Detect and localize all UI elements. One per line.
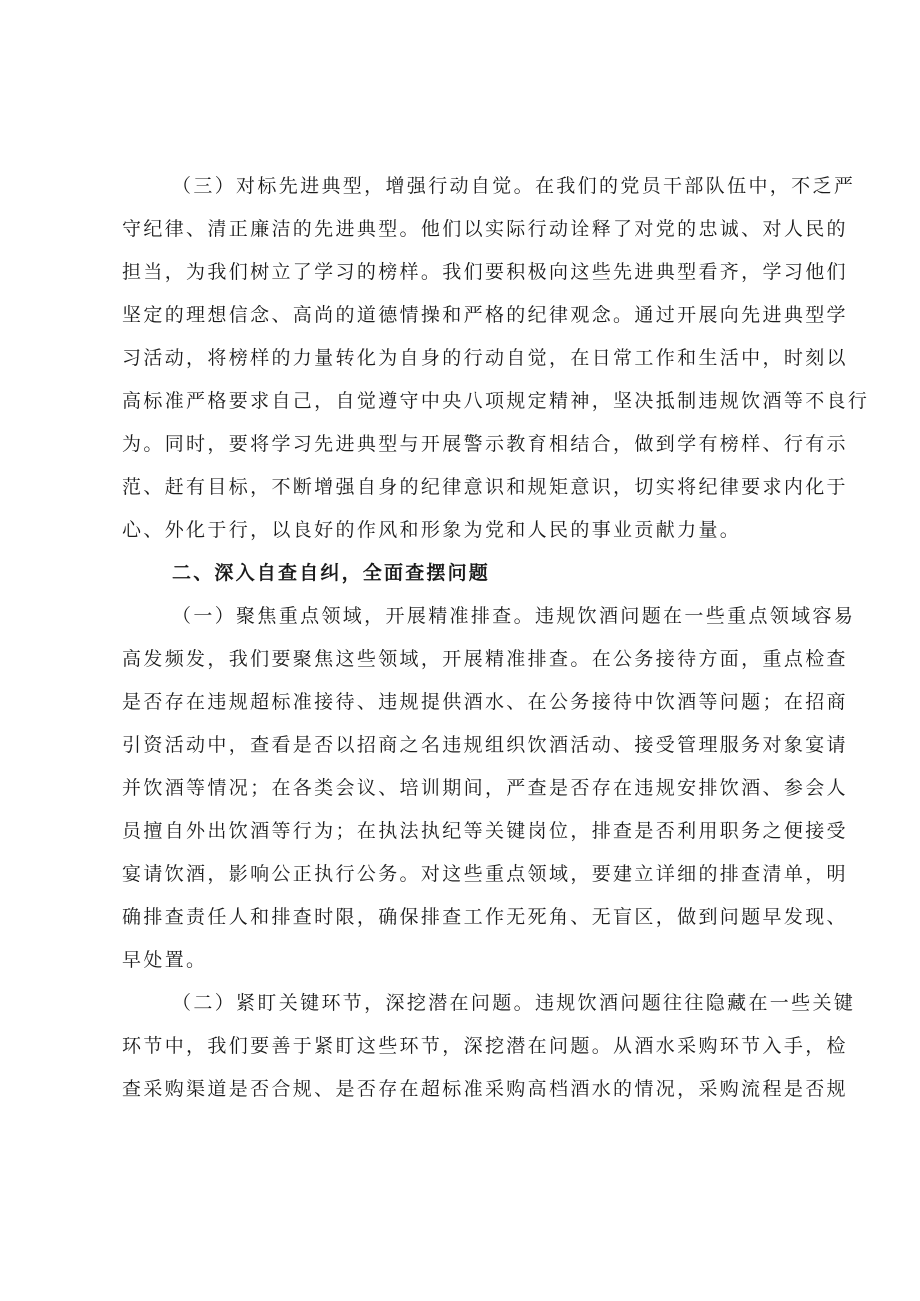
- text-line: （二）紧盯关键环节，深挖潜在问题。违规饮酒问题往往隐藏在一些关键: [172, 992, 856, 1014]
- text-line: 查采购渠道是否合规、是否存在超标准采购高档酒水的情况，采购流程是否规: [122, 1078, 848, 1100]
- paragraph-3-advanced-models: [122, 165, 870, 552]
- text-line: 引资活动中，查看是否以招商之名违规组织饮酒活动、接受管理服务对象宴请: [122, 734, 848, 756]
- text-line: 习活动，将榜样的力量转化为自身的行动自觉，在日常工作和生活中，时刻以: [122, 347, 848, 369]
- text-line: 高标准严格要求自己，自觉遵守中央八项规定精神，坚决抵制违规饮酒等不良行: [122, 390, 870, 412]
- text-line: 坚定的理想信念、高尚的道德情操和严格的纪律观念。通过开展向先进典型学: [122, 304, 848, 326]
- text-line: 范、赶有目标，不断增强自身的纪律意识和规矩意识，切实将纪律要求内化于: [122, 476, 848, 498]
- text-line: 并饮酒等情况；在各类会议、培训期间，严查是否存在违规安排饮酒、参会人: [122, 777, 848, 799]
- text-line: 心、外化于行，以良好的作风和形象为党和人民的事业贡献力量。: [122, 519, 742, 541]
- text-line: 确排查责任人和排查时限，确保排查工作无死角、无盲区，做到问题早发现、: [122, 906, 848, 928]
- text-line: 员擅自外出饮酒等行为；在执法执纪等关键岗位，排查是否利用职务之便接受: [122, 820, 848, 842]
- text-line: 为。同时，要将学习先进典型与开展警示教育相结合，做到学有榜样、行有示: [122, 433, 848, 455]
- text-line: 守纪律、清正廉洁的先进典型。他们以实际行动诠释了对党的忠诚、对人民的: [122, 218, 848, 240]
- text-line: 高发频发，我们要聚焦这些领域，开展精准排查。在公务接待方面，重点检查: [122, 648, 848, 670]
- paragraph-1-key-areas: [122, 595, 856, 982]
- text-line: 担当，为我们树立了学习的榜样。我们要积极向这些先进典型看齐，学习他们: [122, 261, 848, 283]
- text-line: 是否存在违规超标准接待、违规提供酒水、在公务接待中饮酒等问题；在招商: [122, 691, 848, 713]
- document-body: [122, 165, 870, 1111]
- text-line: （三）对标先进典型，增强行动自觉。在我们的党员干部队伍中，不乏严: [172, 175, 856, 197]
- text-line: （一）聚焦重点领域，开展精准排查。违规饮酒问题在一些重点领域容易: [172, 605, 856, 627]
- paragraph-2-key-links: [122, 982, 856, 1111]
- text-line: 环节中，我们要善于紧盯这些环节，深挖潜在问题。从酒水采购环节入手，检: [122, 1035, 848, 1057]
- section-heading: 二、深入自查自纠，全面查摆问题: [172, 562, 491, 584]
- text-line: 宴请饮酒，影响公正执行公务。对这些重点领域，要建立详细的排查清单，明: [122, 863, 848, 885]
- text-line: 早处置。: [122, 949, 208, 971]
